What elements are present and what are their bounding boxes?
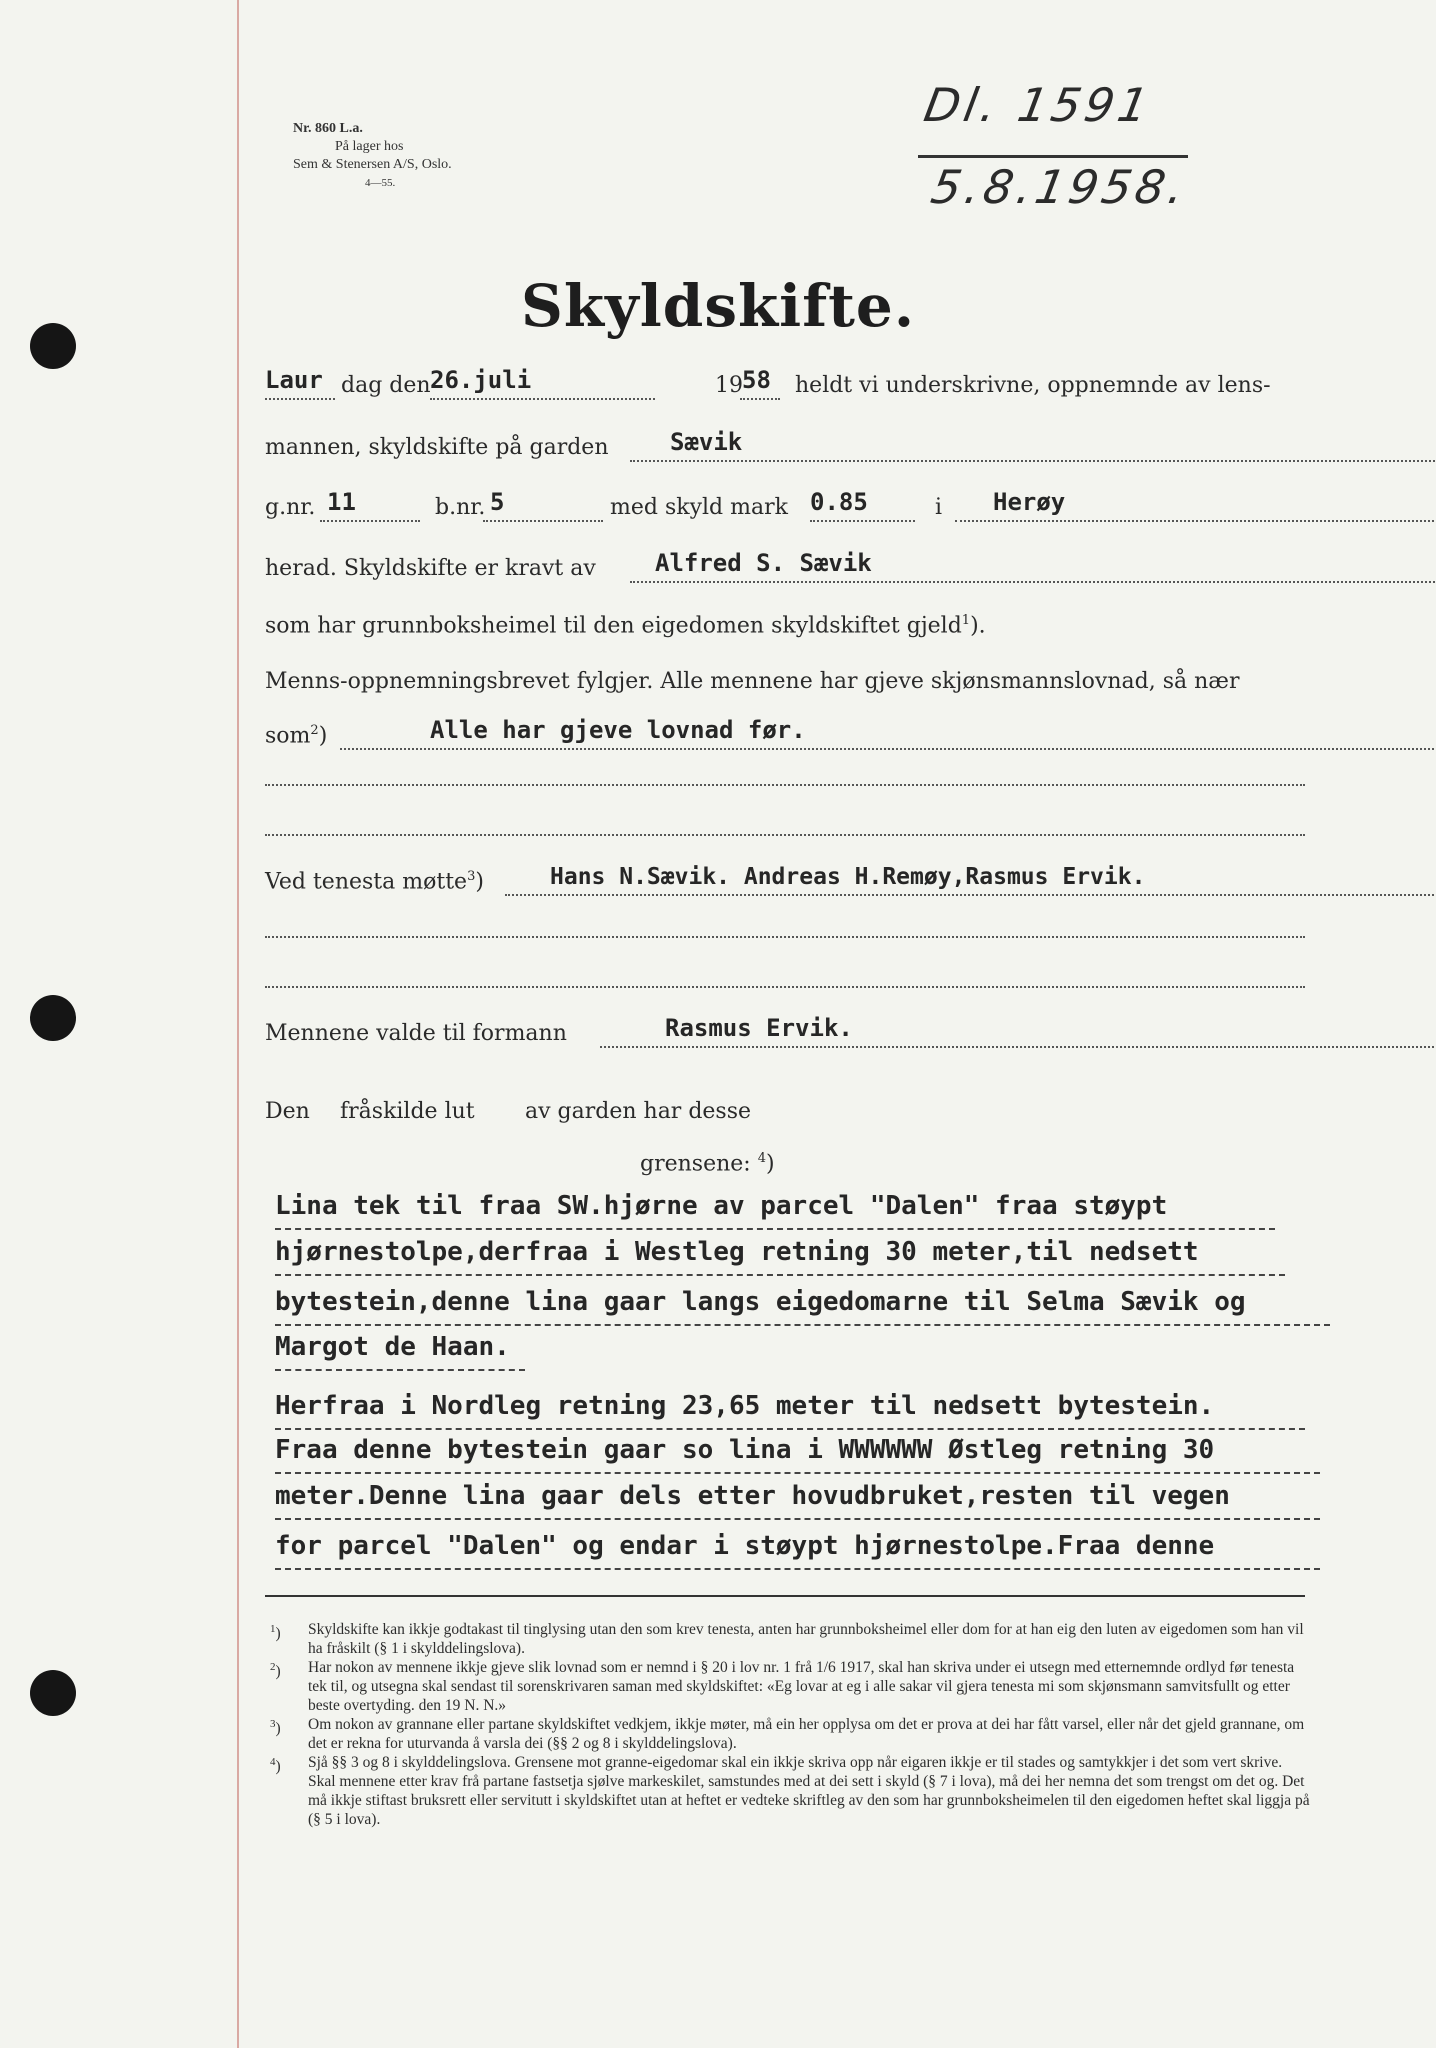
dag-den-label: dag den <box>341 373 431 398</box>
footnote-number-wrap: $^1$) <box>270 1623 281 1643</box>
dotted-line <box>430 398 655 400</box>
weekday-value: Laur <box>265 366 323 394</box>
herad-label: herad. Skyldskifte er kravt av <box>265 556 596 581</box>
boundary-line: Fraa denne bytestein gaar so lina i WWWWWW Østleg retning 30 <box>275 1428 1320 1474</box>
dotted-line <box>810 520 915 522</box>
fraskilde-label: fråskilde lut <box>340 1099 475 1124</box>
footnote-text: Om nokon av grannane eller partane skyldskiftet vedkjem, ikkje møter, må ein her opplysa om det er prova at dei har fått varsel, eller når det gjeld grannane, om det er rekna for uturvanda å varsla dei (§§ 2 og 8 i skylddelingslova). <box>308 1716 1305 1752</box>
footnote <box>270 1658 1310 1715</box>
menns-text: Menns-oppnemningsbrevet fylgjer. Alle mennene har gjeve skjønsmannslovnad, så nær <box>265 669 1240 694</box>
grunnbok-end: ). <box>970 613 986 638</box>
footnotes <box>270 1620 1310 1829</box>
date-row <box>265 362 1305 402</box>
handwritten-date: 5.8.1958. <box>927 160 1193 214</box>
dotted-line <box>505 894 1436 896</box>
footnote-text: Har nokon av mennene ikkje gjeve slik lovnad som er nemnd i § 20 i lov nr. 1 frå 1/6 1917, skal han skriva under ei utsegn med etternemnde ordlyd før tenesta tek til, og utsegna skal sendast til sorenskrivaren saman med skyldskiftet: «Eg lovar at eg i alle sakar vil gjera tenesta mi som skjønsmann samvitsfullt og etter beste overtyding. den 19 N. N.» <box>308 1659 1295 1714</box>
boundary-line: for parcel "Dalen" og endar i støypt hjørnestolpe.Fraa denne <box>275 1524 1320 1570</box>
footnote <box>270 1753 1310 1829</box>
footnote-ref: 3 <box>467 868 476 884</box>
footnote-number-wrap: $^3$) <box>270 1718 281 1738</box>
grensene-end: ) <box>765 1151 775 1176</box>
footnote-number-wrap: $^4$) <box>270 1756 281 1776</box>
dotted-line <box>265 784 1305 786</box>
footnote-text: Skyldskifte kan ikkje godtakast til tinglysing utan den som krev tenesta, anten har grunnboksheimel eller dom for at han eig den luten av eigedomen som han vil ha fråskilt (§ 1 i skylddelingslova). <box>308 1621 1304 1657</box>
handwritten-underline <box>918 155 1188 158</box>
dotted-line <box>600 1046 1436 1048</box>
dotted-line <box>320 520 420 522</box>
printer-line: 4—55. <box>365 177 396 189</box>
dotted-line <box>630 581 1436 583</box>
dotted-line <box>483 520 603 522</box>
dotted-line <box>265 936 1305 938</box>
som-label-wrap <box>265 723 327 748</box>
som-row <box>265 712 1305 752</box>
mannen-label: mannen, skyldskifte på garden <box>265 435 609 460</box>
year-value: 58 <box>742 366 771 394</box>
dotted-line <box>740 398 780 400</box>
grensene-label: grensene: <box>640 1151 751 1176</box>
ved-end: ) <box>475 869 484 894</box>
heldt-text: heldt vi underskrivne, oppnemnde av lens- <box>795 373 1271 398</box>
formann-value: Rasmus Ervik. <box>665 1014 853 1042</box>
boundary-line: meter.Denne lina gaar dels etter hovudbruket,resten til vegen <box>275 1474 1320 1520</box>
grunnbok-row <box>265 602 1305 642</box>
ved-label-wrap <box>265 869 484 894</box>
dotted-line <box>265 834 1305 836</box>
i-label: i <box>935 495 943 520</box>
grensene-wrap <box>640 1151 775 1176</box>
requester-value: Alfred S. Sævik <box>655 549 872 577</box>
year-prefix: 19 <box>715 373 743 398</box>
footnote-number-wrap: $^2$) <box>270 1661 281 1681</box>
document-title: Skyldskifte. <box>520 272 916 340</box>
footnote-number: 1 <box>270 1623 276 1635</box>
footnote-separator <box>265 1595 1305 1597</box>
footnote-ref: 2 <box>310 722 319 738</box>
gnr-row <box>265 484 1305 524</box>
grunnbok-text <box>265 613 986 638</box>
boundary-line: Lina tek til fraa SW.hjørne av parcel "Dalen" fraa støypt <box>275 1184 1275 1230</box>
som-end: ) <box>318 723 328 748</box>
boundary-line: Herfraa i Nordleg retning 23,65 meter til nedsett bytestein. <box>275 1384 1305 1430</box>
som-label: som <box>265 723 311 748</box>
printer-line: Sem & Stenersen A/S, Oslo. <box>293 157 452 172</box>
footnote <box>270 1620 1310 1658</box>
boundary-line: bytestein,denne lina gaar langs eigedomarne til Selma Sævik og <box>275 1280 1330 1326</box>
dotted-line <box>340 748 1436 750</box>
grensene-row <box>265 1140 1305 1180</box>
footnote-number: 2 <box>270 1661 276 1673</box>
footnote-number: 3 <box>270 1718 276 1730</box>
gnr-value: 11 <box>327 488 356 516</box>
boundary-line: hjørnestolpe,derfraa i Westleg retning 30 meter,til nedsett <box>275 1230 1285 1276</box>
footnote-ref: 1 <box>961 612 971 628</box>
printer-line: På lager hos <box>335 139 404 154</box>
footnote <box>270 1715 1310 1753</box>
punch-hole <box>30 1670 76 1716</box>
formann-row <box>265 1010 1305 1050</box>
formann-label: Mennene valde til formann <box>265 1021 567 1046</box>
footnote-ref: 4 <box>757 1150 766 1166</box>
dotted-line <box>265 398 335 400</box>
farm-value: Sævik <box>670 428 743 456</box>
boundary-line: Margot de Haan. <box>275 1325 525 1371</box>
av-garden-label: av garden har desse <box>525 1099 752 1124</box>
bnr-value: 5 <box>490 488 505 516</box>
date-value: 26.juli <box>430 366 532 394</box>
dotted-line <box>630 460 1436 462</box>
skyld-value: 0.85 <box>810 488 868 516</box>
punch-hole <box>30 995 76 1041</box>
den-label: Den <box>265 1099 310 1124</box>
attendees-row <box>265 858 1305 898</box>
printer-info <box>293 120 452 192</box>
den-row <box>265 1088 1305 1128</box>
bnr-label: b.nr. <box>435 495 486 520</box>
municipality-value: Herøy <box>993 488 1066 516</box>
skyld-label: med skyld mark <box>610 495 788 520</box>
footnote-text: Sjå §§ 3 og 8 i skylddelingslova. Grensene mot granne-eigedomar skal ein ikkje skriva opp når eigaren ikkje er til stades og samtykkjer i det som vert skrive. Skal mennene etter krav frå partane fastsetja sjølve markeskilet, samstundes med at dei sett i skyld (§ 7 i lova), må dei her nemna det som trengst om det og. Det må ikkje stiftast bruksrett eller servitutt i skyldskiftet utan at heftet er vedteke skriftleg av den som har grunnboksheimelen til den eigedomen heftet skal liggja på (§ 5 i lova). <box>308 1754 1310 1828</box>
lovnad-value: Alle har gjeve lovnad før. <box>430 716 806 744</box>
herad-row <box>265 545 1305 585</box>
handwritten-reference: Dl. 1591 <box>920 78 1157 132</box>
form-number: Nr. 860 L.a. <box>293 121 363 136</box>
footnote-number: 4 <box>270 1756 276 1768</box>
gnr-label: g.nr. <box>265 495 316 520</box>
ved-label: Ved tenesta møtte <box>265 869 468 894</box>
dotted-line <box>265 986 1305 988</box>
menns-row <box>265 658 1305 698</box>
attendees-value: Hans N.Sævik. Andreas H.Remøy,Rasmus Ervik. <box>550 864 1146 890</box>
farm-row <box>265 424 1305 464</box>
dotted-line <box>955 520 1436 522</box>
grunnbok-label: som har grunnboksheimel til den eigedomen skyldskiftet gjeld <box>265 613 962 638</box>
